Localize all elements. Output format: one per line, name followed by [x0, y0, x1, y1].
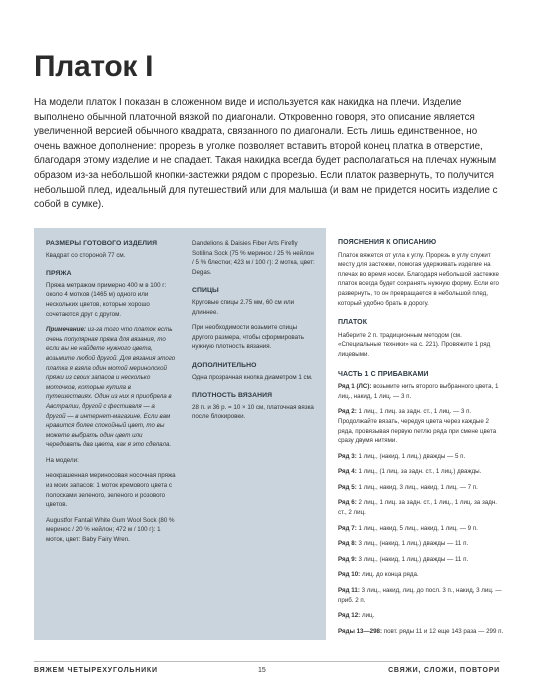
row-instruction	[338, 407, 504, 445]
note-text: из-за того что платок есть очень популярная пряжа для вязания, то если вы не найдете нужного цвета, возьмите любой другой. Для вязания этого платка я взяла один мотой меринолской пряжи из своих запасов и несколько моточков, которые купила в путешествиях. Один из них я приобрела в Австралии, другой с фестиваля — а другой — в интернет-магазине. Если вам нравится более спокойный цвет, то вы можете выбрать один цвет или чередовать два цвета, как я это сделала.	[46, 326, 176, 449]
needles-section	[192, 286, 316, 352]
row-text: повт. ряды 11 и 12 еще 143 раза — 299 п.	[382, 627, 504, 635]
row-text: лиц. до конца ряда.	[360, 571, 419, 579]
shawl-section	[338, 318, 504, 359]
row-text: возьмите нить второго выбранного цвета, 1 лиц., накид, 1 лиц. — 3 п.	[338, 383, 499, 400]
explanation-text: Платок вяжется от угла к углу. Прорезь в углу служит месту для застежки, помогая удерживать изделие на плечах во время носки. Благодаря небольшой застежке платок всегда будет сохранять нужную форму. Если его развернуть, то он превращается в небольшой плед, который удобно брать в дорогу.	[338, 251, 499, 307]
size-text: Квадрат со стороной 77 см.	[46, 251, 126, 259]
row-instruction	[338, 539, 504, 549]
brand-section	[192, 239, 316, 277]
row-number: Ряд 4:	[338, 468, 357, 476]
yarn-note	[46, 325, 176, 450]
instructions-column	[338, 238, 504, 646]
row-instruction	[338, 483, 504, 493]
extra-section	[192, 361, 316, 382]
row-number: Ряд 11:	[338, 587, 360, 595]
row-instruction	[338, 452, 504, 462]
row-number: Ряд 7:	[338, 524, 357, 532]
shawl-text: Наберите 2 п. традиционным методом (см. «Специальные техники» на с. 221). Провяжите 1 ряд лицевыми.	[338, 331, 491, 358]
row-text: лиц.	[360, 612, 375, 620]
extra-heading: ДОПОЛНИТЕЛЬНО	[192, 361, 257, 369]
row-number: Ряд 1 (ЛС):	[338, 383, 372, 391]
row-instruction	[338, 586, 504, 605]
row-number: Ряд 12:	[338, 612, 361, 620]
page-number: 15	[258, 667, 266, 674]
materials-box	[34, 228, 326, 640]
row-number: Ряд 2:	[338, 408, 357, 416]
shawl-heading: ПЛАТОК	[338, 319, 368, 327]
note-label: Примечание:	[46, 326, 86, 334]
gauge-heading: ПЛОТНОСТЬ ВЯЗАНИЯ	[192, 392, 273, 400]
row-number: Ряды 13—298:	[338, 627, 383, 635]
needles-note: При необходимости возьмите спицы другого размера, чтобы сформировать нужную плотность вязания.	[192, 324, 304, 351]
gauge-section	[192, 391, 316, 422]
gauge-text: 28 п. и 36 р. = 10 × 10 см, платочная вязка после блокировки.	[192, 403, 314, 421]
part1-section	[338, 370, 504, 637]
row-text: 3 лиц., (накид, 1 лиц.) дважды — 11 п.	[356, 555, 469, 563]
row-text: 1 лиц., (накид, 1 лиц.) дважды — 5 п.	[356, 452, 466, 460]
needles-heading: СПИЦЫ	[192, 287, 219, 295]
row-instruction	[338, 611, 504, 621]
size-heading: РАЗМЕРЫ ГОТОВОГО ИЗДЕЛИЯ	[46, 240, 158, 247]
explanation-heading: ПОЯСНЕНИЯ К ОПИСАНИЮ	[338, 239, 437, 246]
row-number: Ряд 5:	[338, 483, 357, 491]
brand-text-2: Dandelions & Daisies Fiber Arts Firefly Sotilina Sock (75 % меринос / 25 % нейлон / 5 % блестки; 423 м / 100 г): 2 мотка, цвет: Degas.	[192, 240, 315, 276]
row-text: 1 лиц., 1 лиц. за задн. ст., 1 лиц. — 3 п. Продолжайте вязать, чередуя цвета через каждые 2 ряда, провязывая первую петлю ряда при смене цвета сразу двумя нитями.	[338, 408, 497, 445]
yarn-heading: ПРЯЖА	[46, 270, 72, 278]
explanation-section	[338, 238, 504, 308]
row-text: 3 лиц., (накид, 1 лиц.) дважды — 11 п.	[356, 540, 469, 548]
row-instruction	[338, 627, 504, 637]
footer-divider	[34, 661, 500, 662]
row-instruction	[338, 555, 504, 565]
model-text: неокрашенная мериносовая носочная пряжа из моих запасов: 1 моток кремового цвета с полосками зеленого, зеленого и розового цветов.	[46, 472, 176, 509]
row-instruction	[338, 382, 504, 401]
row-instruction	[338, 570, 504, 580]
page-title: Платок I	[34, 50, 154, 83]
row-number: Ряд 3:	[338, 452, 357, 460]
footer-chapter: СВЯЖИ, СЛОЖИ, ПОВТОРИ	[388, 667, 500, 674]
row-number: Ряд 8:	[338, 540, 357, 548]
intro-text: На модели платок I показан в сложенном виде и используется как накидка на плечи. Изделие выполнено обычной платочной вязкой по диагонали. Откровенно говоря, это описание является увеличенной версией обычного квадрата, связанного по диагонали. Есть лишь единственное, но очень важное дополнение: прорезь в уголке позволяет вставить второй конец платка в отверстие, благодаря этому изделие и не спадает. Такая накидка всегда будет располагаться на плечах нужным образом из-за небольшой кнопки-застежки рядом с прорезью. Если платок развернуть, то получится небольшой плед, идеальный для путешествий или для малыша (и вам не придется носить изделие с собой в сумке).	[34, 97, 498, 211]
row-instruction	[338, 467, 504, 477]
footer-book-section: ВЯЖЕМ ЧЕТЫРЕХУГОЛЬНИКИ	[34, 667, 158, 674]
materials-column-left	[46, 239, 176, 554]
row-number: Ряд 10:	[338, 571, 361, 579]
row-instruction	[338, 524, 504, 534]
row-text: 1 лиц., (1 лиц. за задн. ст., 1 лиц.) дважды.	[356, 468, 482, 476]
brand-text-1: Augustfor Fantail White Gum Wool Sock (80 % меринос / 20 % нейлон; 472 м / 100 г): 1 моток, цвет: Baby Fairy Wren.	[46, 516, 175, 544]
row-instruction	[338, 498, 504, 517]
yarn-section	[46, 269, 176, 544]
row-list	[338, 382, 504, 636]
yarn-text: Пряжа метражом примерно 400 м в 100 г: около 4 мотков (1465 м) одного или нескольких цветов, которые хорошо сочетаются друг с другом.	[46, 281, 167, 318]
intro-paragraph	[34, 96, 500, 213]
row-text: 1 лиц., накид, 3 лиц., накид, 1 лиц. — 7 п.	[356, 483, 478, 491]
row-text: 3 лиц., накид, лиц. до посл. 3 п., накид, 3 лиц. — приб. 2 п.	[338, 587, 502, 604]
row-text: 1 лиц., накид, 5 лиц., накид, 1 лиц. — 9 п.	[356, 524, 478, 532]
part1-heading: ЧАСТЬ 1 С ПРИБАВКАМИ	[338, 370, 429, 378]
row-text: 2 лиц., 1 лиц. за задн. ст., 1 лиц., 1 лиц. за задн. ст., 2 лиц.	[338, 499, 497, 517]
row-number: Ряд 6:	[338, 499, 357, 507]
needles-text: Круговые спицы 2.75 мм, 60 см или длиннее.	[192, 298, 295, 316]
size-section	[46, 239, 176, 260]
extra-text: Одна прозрачная кнопка диаметром 1 см.	[192, 373, 313, 381]
model-label: На модели:	[46, 456, 79, 464]
row-number: Ряд 9:	[338, 555, 357, 563]
materials-column-right	[192, 239, 316, 431]
